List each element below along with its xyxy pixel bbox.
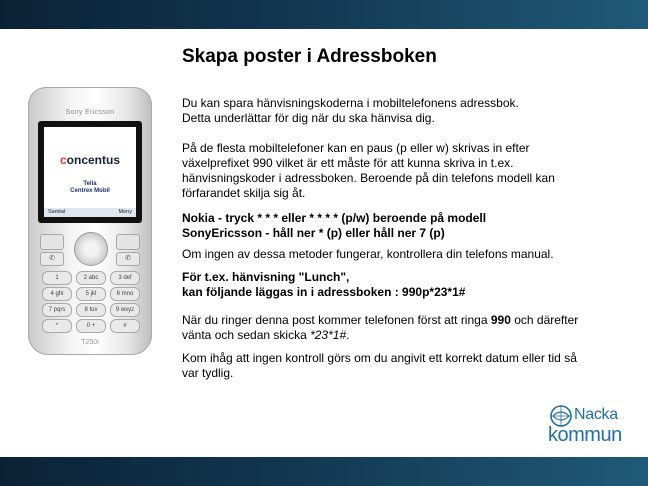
phone-brand: Sony Ericsson <box>65 109 115 116</box>
keypad-key: 9 wxyz <box>110 303 140 317</box>
sony-instruction: SonyEricsson - håll ner * (p) eller håll ner 7 (p) <box>182 226 445 240</box>
phone-display <box>44 127 136 217</box>
instructions <box>182 96 622 381</box>
intro-paragraph: Du kan spara hänvisningskoderna i mobiltelefonens adressbok. Detta underlättar för dig när du ska hänvisa dig. <box>182 96 519 125</box>
manual-note: Om ingen av dessa metoder fungerar, kontrollera din telefons manual. <box>182 247 554 261</box>
mobile-phone-image <box>28 87 152 355</box>
keypad-key: 6 mno <box>110 287 140 301</box>
nokia-instruction: Nokia - tryck * * * eller * * * * (p/w) beroende på modell <box>182 211 487 225</box>
logo-word-nacka: Nacka <box>574 406 618 423</box>
call-key: ✆ <box>40 252 64 266</box>
navigation-pad <box>74 232 108 266</box>
call-paragraph: När du ringer denna post kommer telefonen först att ringa 990 och därefter vänta och sedan skicka *23*1#. <box>182 313 579 342</box>
keypad-key: 8 tuv <box>76 303 106 317</box>
phone-screen <box>38 121 142 223</box>
remember-paragraph: Kom ihåg att ingen kontroll görs om du angivit ett korrekt datum eller tid så var tydlig. <box>182 351 577 380</box>
top-band <box>0 0 648 29</box>
keypad-key: 2 abc <box>76 271 106 285</box>
softkey-bar: Samtal Meny <box>44 208 136 217</box>
keypad-key: 4 ghi <box>42 287 72 301</box>
nacka-kommun-logo <box>548 404 634 448</box>
example-paragraph: För t.ex. hänvisning "Lunch", kan följande läggas in i adressboken : 990p*23*1# <box>182 270 466 299</box>
operator-label: Telia Centrex Mobil <box>70 181 110 194</box>
keypad-key: * <box>42 319 72 333</box>
bottom-band <box>0 457 648 486</box>
keypad-key: 1 <box>42 271 72 285</box>
pause-paragraph: På de flesta mobiltelefoner kan en paus (p eller w) skrivas in efter växelprefixet 990 vilket är ett måste för att kunna skriva in t.ex. hänvisningskoder i adressboken. Beroende på din telefons modell kan förfarandet skilja sig åt. <box>182 141 555 200</box>
page-title: Skapa poster i Adressboken <box>182 46 437 67</box>
left-softkey <box>40 234 64 250</box>
logo-word-kommun: kommun <box>548 424 622 446</box>
keypad-key: 7 pqrs <box>42 303 72 317</box>
right-softkey <box>116 234 140 250</box>
end-key: ✆ <box>116 252 140 266</box>
model-instructions <box>182 211 622 241</box>
keypad-key: 5 jkl <box>76 287 106 301</box>
keypad-key: 3 def <box>110 271 140 285</box>
concentus-logo: concentus <box>59 153 121 167</box>
keypad-key: 0 + <box>76 319 106 333</box>
phone-model: T250i <box>81 339 99 346</box>
keypad-key: # <box>110 319 140 333</box>
